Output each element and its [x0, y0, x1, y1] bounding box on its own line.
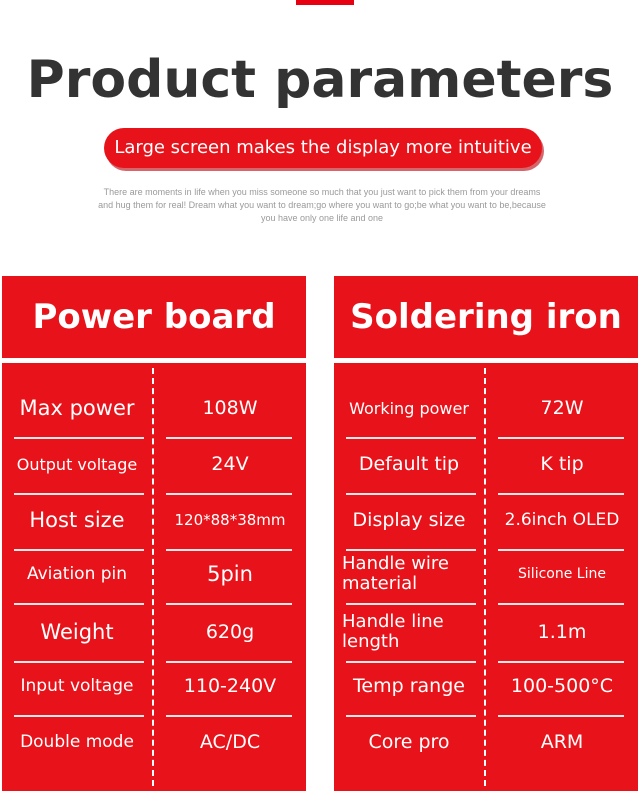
- table-row: [334, 494, 638, 550]
- table-row: [2, 606, 306, 662]
- soldering-iron-panel: [334, 276, 638, 791]
- param-label: Default tip: [358, 453, 460, 475]
- table-row: [2, 660, 306, 716]
- param-value: 110-240V: [183, 675, 277, 697]
- param-value: AC/DC: [199, 731, 261, 753]
- table-row: [2, 438, 306, 494]
- param-label: Weight: [40, 620, 114, 644]
- soldering-iron-title: Soldering iron: [350, 297, 622, 337]
- table-row: [2, 382, 306, 438]
- table-row: [2, 716, 306, 772]
- row-underline: [166, 603, 292, 605]
- param-value: 1.1m: [537, 621, 587, 643]
- param-value: 108W: [202, 397, 258, 419]
- param-label: Handle wire material: [342, 553, 449, 594]
- param-label: Max power: [19, 396, 135, 420]
- param-value: 72W: [540, 397, 584, 419]
- page-title: Product parameters: [26, 50, 614, 110]
- table-row: [2, 548, 306, 604]
- row-underline: [346, 603, 476, 605]
- param-label: Display size: [352, 509, 466, 531]
- param-value: 2.6inch OLED: [504, 510, 620, 530]
- table-row: [2, 494, 306, 550]
- param-label: Temp range: [353, 675, 465, 697]
- param-label: Handle line length: [342, 611, 444, 652]
- subtitle-pill: Large screen makes the display more intuitive: [104, 128, 542, 168]
- header-divider: [2, 358, 306, 363]
- table-row: [334, 548, 638, 604]
- top-accent-tab: [296, 0, 354, 5]
- table-row: [334, 438, 638, 494]
- param-label: Working power: [349, 398, 469, 418]
- table-row: [334, 660, 638, 716]
- param-value: 24V: [211, 453, 249, 475]
- param-label: Output voltage: [16, 454, 138, 474]
- param-label: Aviation pin: [26, 564, 128, 584]
- description-text: There are moments in life when you miss someone so much that you just want to pick them from your dreams and hug them for real! Dream what you want to dream;go where you want to go;be what you want to be,because you have only one life and one: [98, 187, 546, 223]
- row-underline: [498, 603, 624, 605]
- param-value: 620g: [205, 621, 255, 643]
- power-board-title: Power board: [32, 297, 276, 337]
- param-label: Core pro: [368, 731, 450, 753]
- param-value: ARM: [540, 731, 584, 753]
- param-value: 100-500°C: [510, 675, 614, 697]
- table-row: [334, 716, 638, 772]
- param-value: 5pin: [207, 562, 253, 586]
- row-underline: [14, 603, 144, 605]
- param-value: 120*88*38mm: [174, 511, 286, 529]
- param-label: Host size: [29, 508, 125, 532]
- param-label: Double mode: [20, 732, 134, 752]
- header-divider: [334, 358, 638, 363]
- param-value: Silicone Line: [518, 566, 606, 582]
- param-label: Input voltage: [20, 676, 134, 696]
- param-value: K tip: [540, 453, 584, 475]
- table-row: [334, 606, 638, 662]
- power-board-panel: [2, 276, 306, 791]
- table-row: [334, 382, 638, 438]
